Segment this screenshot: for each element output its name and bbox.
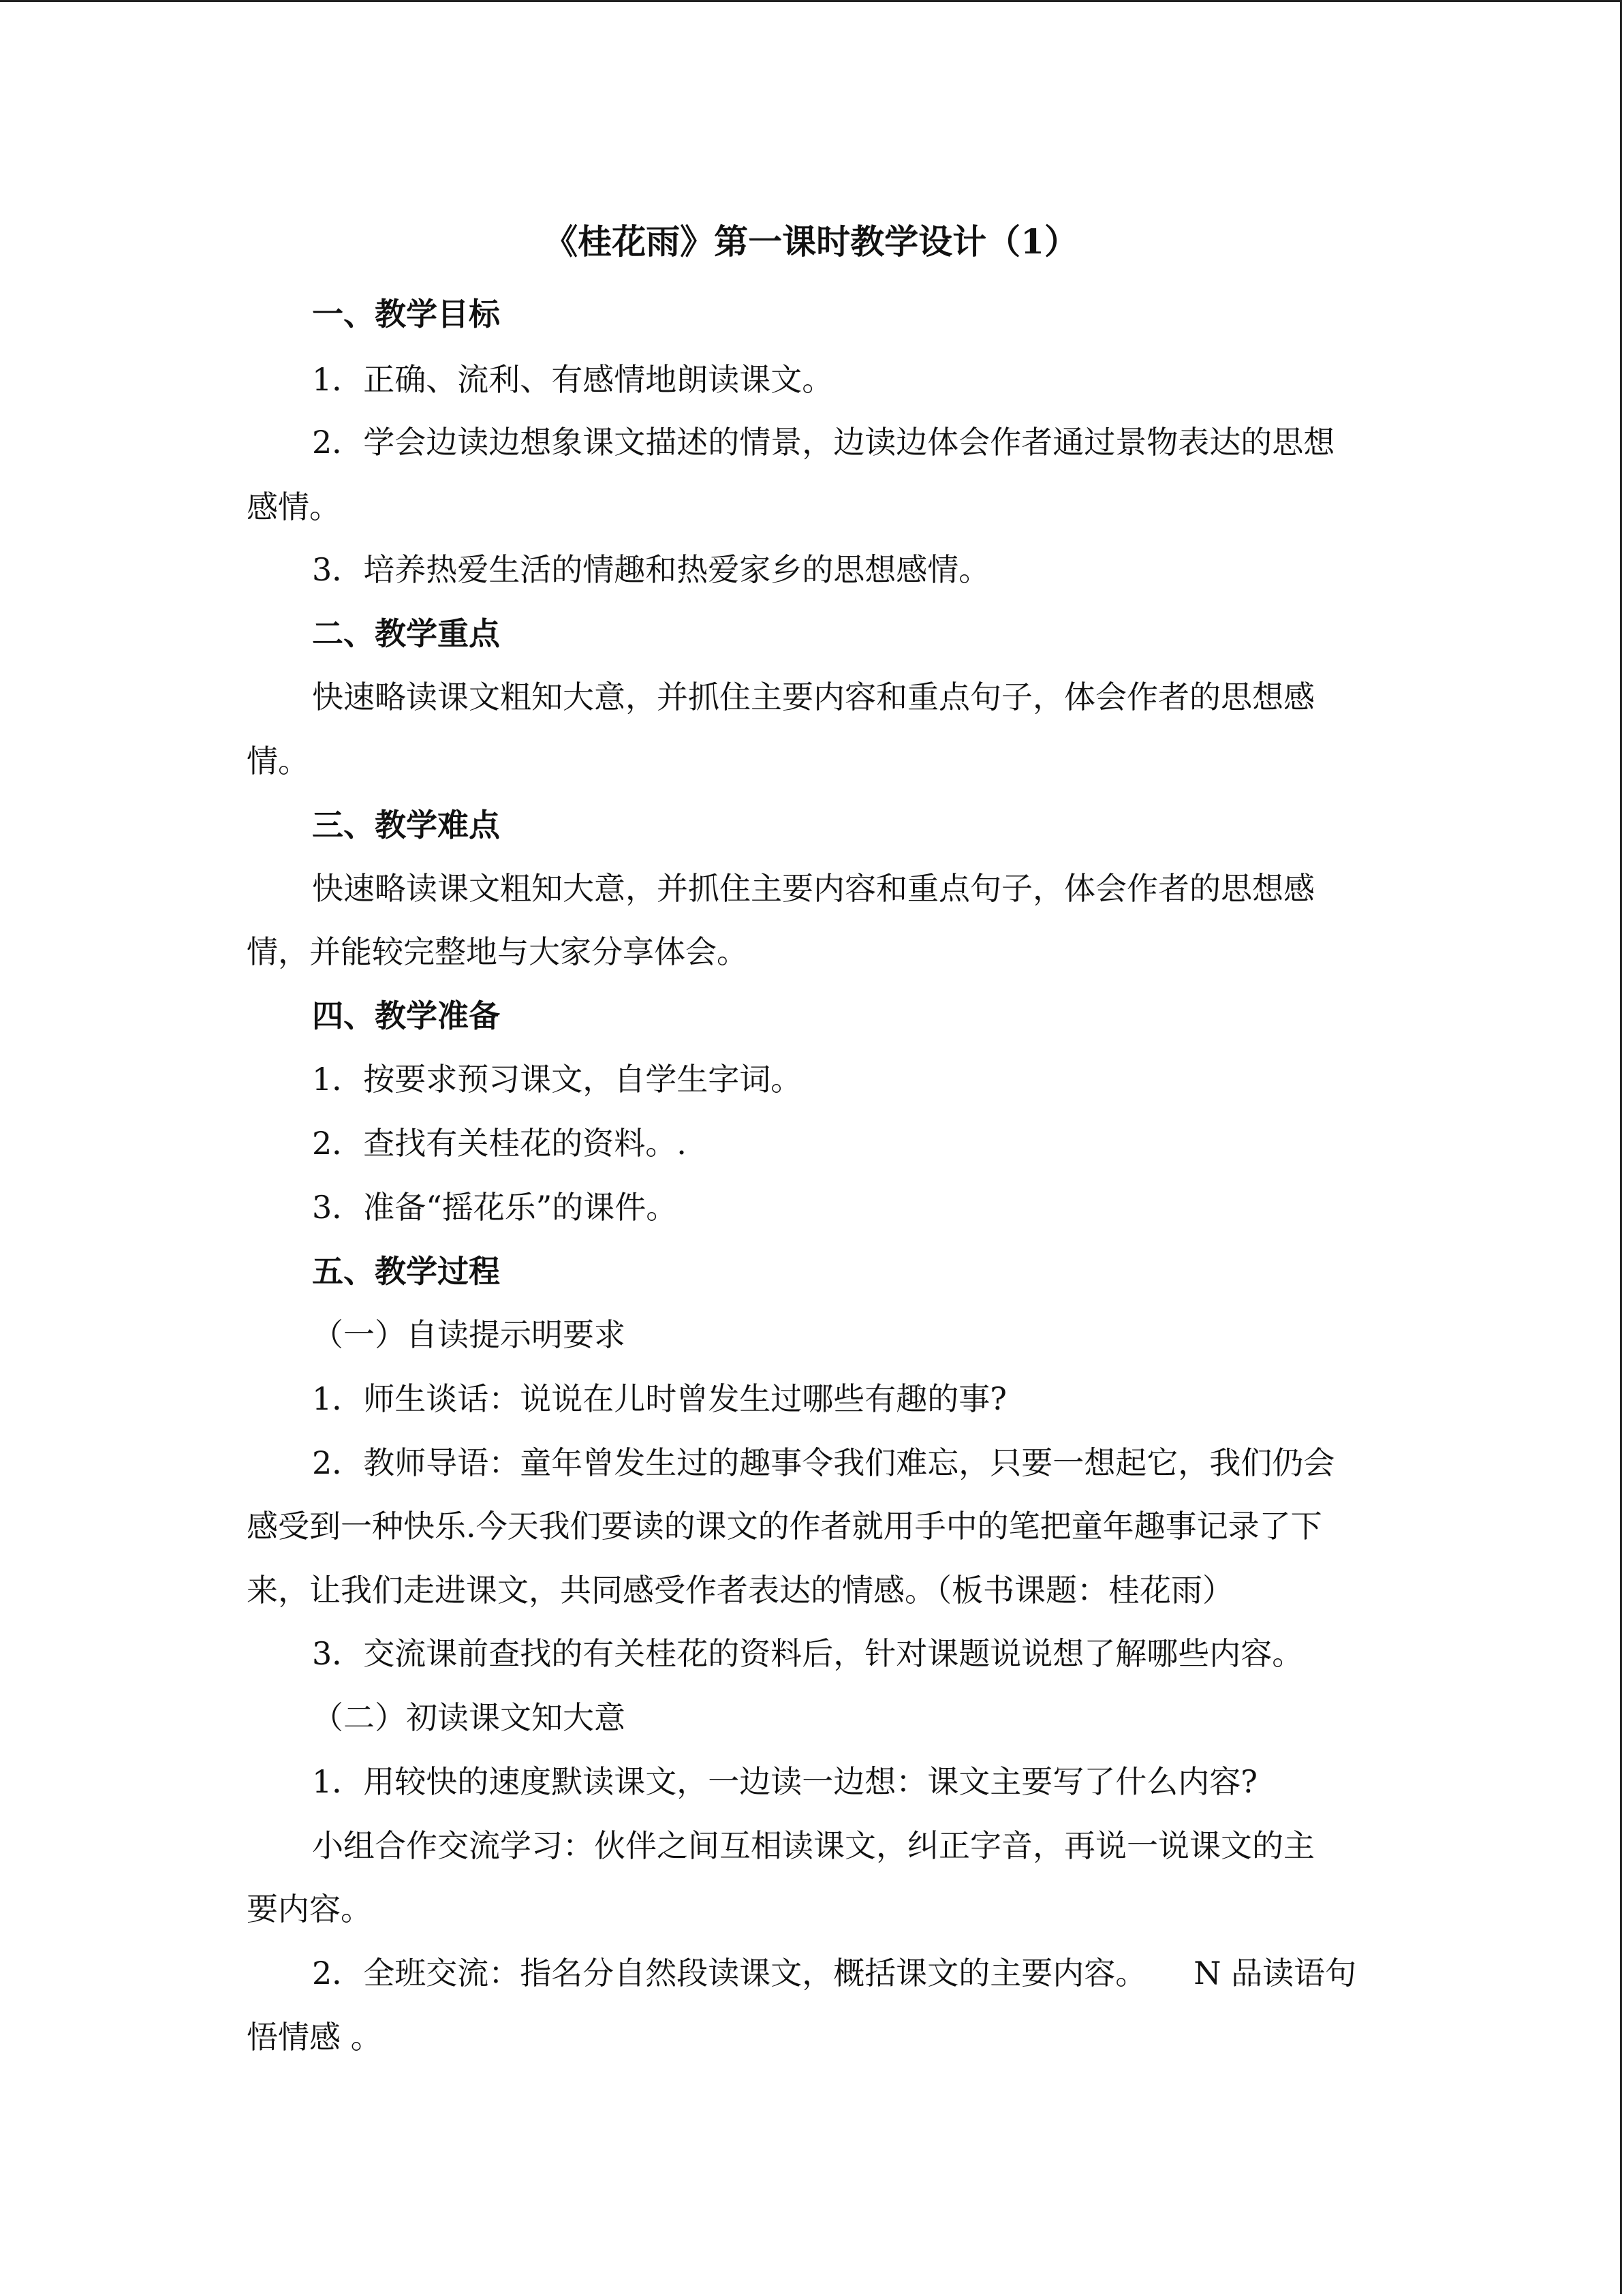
subsection-heading: （二）初读课文知大意: [312, 1699, 625, 1736]
document-page: [0, 2, 1622, 2296]
section-heading-preparation: 四、教学准备: [312, 997, 500, 1034]
paragraph-line: 2．全班交流：指名分自然段读课文，概括课文的主要内容。 N 品读语句: [312, 1955, 1357, 1991]
paragraph-line: 3．交流课前查找的有关桂花的资料后，针对课题说说想了解哪些内容。: [312, 1635, 1304, 1672]
paragraph-line: 来，让我们走进课文，共同感受作者表达的情感。（板书课题：桂花雨）: [247, 1572, 1234, 1609]
paragraph-line: 情。: [247, 743, 309, 779]
subsection-heading: （一）自读提示明要求: [312, 1316, 625, 1353]
paragraph-line: 3．准备“摇花乐”的课件。: [312, 1189, 678, 1226]
section-heading-key-points: 二、教学重点: [312, 615, 500, 652]
paragraph-line: 1．用较快的速度默读课文，一边读一边想：课文主要写了什么内容?: [312, 1763, 1258, 1800]
paragraph-line: 悟情感 。: [247, 2019, 382, 2055]
paragraph-line: 2．教师导语：童年曾发生过的趣事令我们难忘，只要一想起它，我们仍会: [312, 1444, 1335, 1481]
paragraph-line: 1．按要求预习课文，自学生字词。: [312, 1061, 802, 1098]
paragraph-line: 1．师生谈话：说说在儿时曾发生过哪些有趣的事?: [312, 1380, 1007, 1417]
paragraph-line: 3．培养热爱生活的情趣和热爱家乡的思想感情。: [312, 551, 991, 588]
page-title: 《桂花雨》第一课时教学设计（1）: [544, 221, 1078, 262]
section-heading-process: 五、教学过程: [312, 1253, 500, 1290]
paragraph-line: 2．查找有关桂花的资料。.: [312, 1125, 687, 1162]
paragraph-line: 情，并能较完整地与大家分享体会。: [247, 933, 748, 970]
paragraph-line: 要内容。: [247, 1891, 372, 1927]
paragraph-line: 1．正确、流利、有感情地朗读课文。: [312, 361, 834, 398]
section-heading-difficulties: 三、教学难点: [312, 807, 500, 843]
paragraph-line: 感情。: [247, 488, 341, 525]
paragraph-line: 小组合作交流学习：伙伴之间互相读课文，纠正字音，再说一说课文的主: [312, 1827, 1315, 1864]
paragraph-line: 2．学会边读边想象课文描述的情景，边读边体会作者通过景物表达的思想: [312, 424, 1335, 461]
paragraph-line: 感受到一种快乐.今天我们要读的课文的作者就用手中的笔把童年趣事记录了下: [247, 1508, 1322, 1545]
paragraph-line: 快速略读课文粗知大意，并抓住主要内容和重点句子，体会作者的思想感: [312, 870, 1315, 907]
section-heading-objectives: 一、教学目标: [312, 296, 500, 332]
paragraph-line: 快速略读课文粗知大意，并抓住主要内容和重点句子，体会作者的思想感: [312, 679, 1315, 715]
